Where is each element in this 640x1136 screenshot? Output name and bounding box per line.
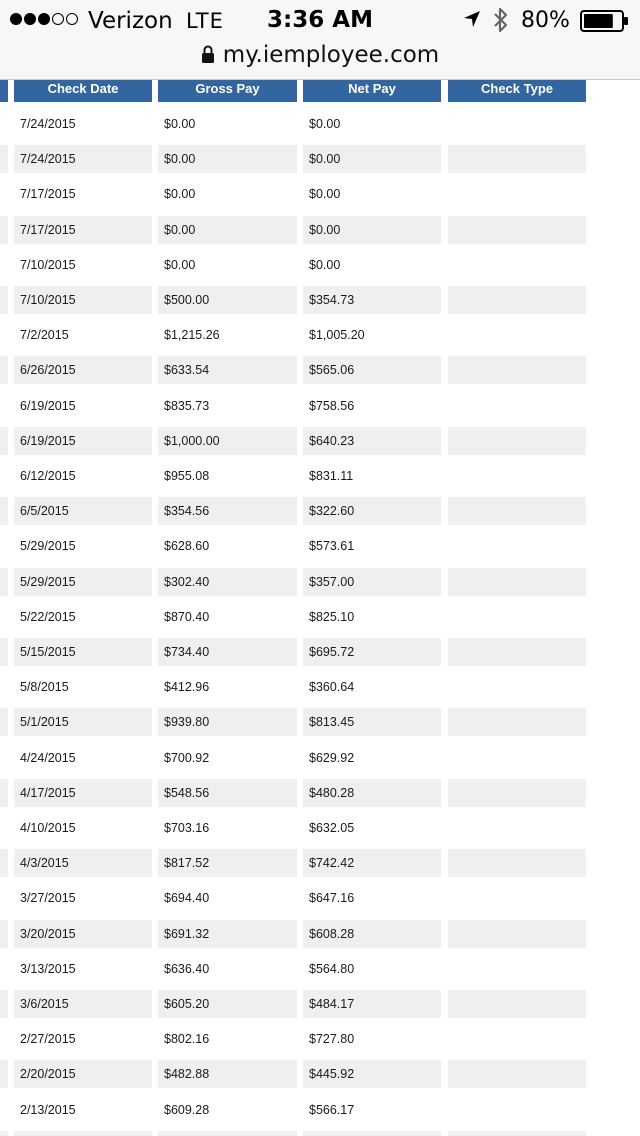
check-type-cell xyxy=(448,1025,586,1053)
hidden-column-cell xyxy=(0,462,8,490)
check-date-cell: 5/22/2015 xyxy=(20,609,76,624)
check-type-cell xyxy=(448,849,586,877)
gross-pay-cell: $0.00 xyxy=(158,216,297,244)
location-arrow-icon xyxy=(462,9,482,29)
gross-pay-cell: $354.56 xyxy=(158,497,297,525)
net-pay-cell: $360.64 xyxy=(309,680,355,695)
check-type-cell xyxy=(448,216,586,244)
hidden-column-cell xyxy=(0,814,8,842)
check-type-cell xyxy=(448,180,586,208)
hidden-column-cell xyxy=(0,1096,8,1124)
gross-pay-cell: $700.92 xyxy=(164,750,210,765)
column-header-check-type[interactable]: Check Type xyxy=(448,80,586,102)
table-row[interactable] xyxy=(0,603,640,631)
table-row[interactable] xyxy=(0,145,640,173)
gross-pay-cell: $694.40 xyxy=(164,891,210,906)
check-type-cell xyxy=(448,955,586,983)
hidden-column-cell xyxy=(0,673,8,701)
net-pay-cell: $608.28 xyxy=(303,920,441,948)
table-row[interactable] xyxy=(0,708,640,736)
check-date-cell: 6/19/2015 xyxy=(14,427,152,455)
gross-pay-cell: $0.00 xyxy=(158,145,297,173)
net-pay-cell: $566.17 xyxy=(309,1102,355,1117)
check-type-cell xyxy=(448,673,586,701)
check-date-cell: 6/5/2015 xyxy=(14,497,152,525)
table-row[interactable] xyxy=(0,286,640,314)
table-row[interactable] xyxy=(0,920,640,948)
hidden-column-cell xyxy=(0,356,8,384)
check-type-cell xyxy=(448,356,586,384)
hidden-column-cell xyxy=(0,1131,8,1136)
hidden-column-cell xyxy=(0,532,8,560)
check-date-cell: 6/26/2015 xyxy=(14,356,152,384)
hidden-column-cell xyxy=(0,920,8,948)
check-date-cell xyxy=(14,1131,152,1136)
net-pay-cell: $758.56 xyxy=(309,398,355,413)
check-date-cell: 2/27/2015 xyxy=(20,1032,76,1047)
net-pay-cell: $354.73 xyxy=(303,286,441,314)
status-time: 3:36 AM xyxy=(267,7,373,33)
table-row[interactable] xyxy=(0,1060,640,1088)
check-type-cell xyxy=(448,1060,586,1088)
check-date-cell: 2/13/2015 xyxy=(20,1102,76,1117)
table-row[interactable] xyxy=(0,216,640,244)
gross-pay-cell: $0.00 xyxy=(164,257,196,272)
gross-pay-cell: $628.60 xyxy=(164,539,210,554)
table-row[interactable] xyxy=(0,462,640,490)
check-date-cell: 5/8/2015 xyxy=(20,680,69,695)
column-header-gross-pay[interactable]: Gross Pay xyxy=(158,80,297,102)
table-row[interactable] xyxy=(0,849,640,877)
check-date-cell: 6/12/2015 xyxy=(20,469,76,483)
net-pay-cell: $632.05 xyxy=(309,821,355,835)
check-type-cell xyxy=(448,920,586,948)
check-date-cell: 7/10/2015 xyxy=(20,257,76,272)
hidden-column-cell xyxy=(0,990,8,1018)
gross-pay-cell: $633.54 xyxy=(158,356,297,384)
hidden-column-cell xyxy=(0,568,8,596)
gross-pay-cell: $482.88 xyxy=(158,1060,297,1088)
table-row[interactable] xyxy=(0,779,640,807)
check-type-cell xyxy=(448,251,586,279)
net-pay-cell: $484.17 xyxy=(303,990,441,1018)
gross-pay-cell: $835.73 xyxy=(164,398,210,413)
net-pay-cell: $727.80 xyxy=(309,1032,355,1047)
check-date-cell: 7/10/2015 xyxy=(14,286,152,314)
net-pay-cell: $480.28 xyxy=(303,779,441,807)
check-date-cell: 4/10/2015 xyxy=(20,821,76,835)
check-type-cell xyxy=(448,497,586,525)
check-type-cell xyxy=(448,990,586,1018)
check-date-cell: 3/27/2015 xyxy=(20,891,76,906)
check-type-cell xyxy=(448,110,586,138)
hidden-column-cell xyxy=(0,849,8,877)
table-row[interactable] xyxy=(0,638,640,666)
net-pay-cell: $0.00 xyxy=(303,145,441,173)
check-date-cell: 7/24/2015 xyxy=(20,117,76,131)
carrier-name: Verizon xyxy=(88,8,173,34)
table-row[interactable] xyxy=(0,990,640,1018)
url-text: my.iemployee.com xyxy=(222,42,440,68)
battery-percent: 80% xyxy=(521,8,570,33)
check-type-cell xyxy=(448,321,586,349)
gross-pay-cell: $302.40 xyxy=(158,568,297,596)
table-row[interactable] xyxy=(0,568,640,596)
gross-pay-cell: $500.00 xyxy=(158,286,297,314)
check-type-cell xyxy=(448,744,586,772)
hidden-column-cell xyxy=(0,180,8,208)
hidden-column-cell xyxy=(0,427,8,455)
check-date-cell: 7/24/2015 xyxy=(14,145,152,173)
check-date-cell: 4/17/2015 xyxy=(14,779,152,807)
net-pay-cell: $445.92 xyxy=(303,1060,441,1088)
url-display[interactable] xyxy=(0,41,640,69)
hidden-column-cell xyxy=(0,251,8,279)
check-date-cell: 5/15/2015 xyxy=(14,638,152,666)
hidden-column-cell xyxy=(0,110,8,138)
column-header-hidden xyxy=(0,80,8,102)
network-type: LTE xyxy=(186,9,224,33)
table-row[interactable] xyxy=(0,955,640,983)
check-type-cell xyxy=(448,638,586,666)
check-type-cell xyxy=(448,779,586,807)
check-date-cell: 4/24/2015 xyxy=(20,750,76,765)
net-pay-cell xyxy=(303,1131,441,1136)
net-pay-cell: $357.00 xyxy=(303,568,441,596)
hidden-column-cell xyxy=(0,884,8,912)
table-row[interactable] xyxy=(0,1096,640,1124)
check-date-cell: 5/29/2015 xyxy=(14,568,152,596)
net-pay-cell: $565.06 xyxy=(303,356,441,384)
table-row[interactable] xyxy=(0,427,640,455)
hidden-column-cell xyxy=(0,392,8,420)
check-date-cell: 6/19/2015 xyxy=(20,398,76,413)
hidden-column-cell xyxy=(0,145,8,173)
status-bar xyxy=(0,0,640,40)
check-date-cell: 7/2/2015 xyxy=(20,328,69,343)
check-date-cell: 2/20/2015 xyxy=(14,1060,152,1088)
gross-pay-cell: $609.28 xyxy=(164,1102,210,1117)
hidden-column-cell xyxy=(0,779,8,807)
net-pay-cell: $695.72 xyxy=(303,638,441,666)
table-row[interactable] xyxy=(0,1131,640,1136)
table-row[interactable] xyxy=(0,180,640,208)
gross-pay-cell: $955.08 xyxy=(164,469,210,483)
check-type-cell xyxy=(448,427,586,455)
check-date-cell: 7/17/2015 xyxy=(14,216,152,244)
check-type-cell xyxy=(448,708,586,736)
table-row[interactable] xyxy=(0,814,640,842)
hidden-column-cell xyxy=(0,216,8,244)
gross-pay-cell: $548.56 xyxy=(158,779,297,807)
check-type-cell xyxy=(448,568,586,596)
bluetooth-icon xyxy=(492,6,510,34)
column-header-net-pay[interactable]: Net Pay xyxy=(303,80,441,102)
gross-pay-cell: $1,000.00 xyxy=(158,427,297,455)
gross-pay-cell: $412.96 xyxy=(164,680,210,695)
check-date-cell: 3/6/2015 xyxy=(14,990,152,1018)
column-header-check-date[interactable]: Check Date xyxy=(14,80,152,102)
table-row[interactable] xyxy=(0,884,640,912)
check-type-cell xyxy=(448,884,586,912)
net-pay-cell: $647.16 xyxy=(309,891,355,906)
check-type-cell xyxy=(448,462,586,490)
paycheck-table[interactable] xyxy=(0,80,640,1136)
lock-icon xyxy=(201,44,215,64)
hidden-column-cell xyxy=(0,286,8,314)
check-type-cell xyxy=(448,392,586,420)
check-type-cell xyxy=(448,145,586,173)
hidden-column-cell xyxy=(0,1060,8,1088)
gross-pay-cell: $734.40 xyxy=(158,638,297,666)
hidden-column-cell xyxy=(0,744,8,772)
check-date-cell: 5/1/2015 xyxy=(14,708,152,736)
check-type-cell xyxy=(448,814,586,842)
net-pay-cell: $573.61 xyxy=(309,539,355,554)
table-row[interactable] xyxy=(0,392,640,420)
net-pay-cell: $322.60 xyxy=(303,497,441,525)
net-pay-cell: $0.00 xyxy=(303,216,441,244)
net-pay-cell: $0.00 xyxy=(309,117,341,131)
gross-pay-cell: $636.40 xyxy=(164,961,210,976)
table-row[interactable] xyxy=(0,110,640,138)
net-pay-cell: $564.80 xyxy=(309,961,355,976)
hidden-column-cell xyxy=(0,955,8,983)
gross-pay-cell: $0.00 xyxy=(164,187,196,202)
gross-pay-cell: $605.20 xyxy=(158,990,297,1018)
gross-pay-cell: $691.32 xyxy=(158,920,297,948)
gross-pay-cell: $1,215.26 xyxy=(164,328,220,343)
net-pay-cell: $640.23 xyxy=(303,427,441,455)
hidden-column-cell xyxy=(0,497,8,525)
table-row[interactable] xyxy=(0,321,640,349)
address-bar[interactable] xyxy=(0,40,640,80)
check-type-cell xyxy=(448,1096,586,1124)
net-pay-cell: $629.92 xyxy=(309,750,355,765)
gross-pay-cell xyxy=(158,1131,297,1136)
net-pay-cell: $742.42 xyxy=(303,849,441,877)
gross-pay-cell: $0.00 xyxy=(164,117,196,131)
check-type-cell xyxy=(448,1131,586,1136)
net-pay-cell: $831.11 xyxy=(309,469,354,483)
table-row[interactable] xyxy=(0,744,640,772)
hidden-column-cell xyxy=(0,638,8,666)
battery-icon xyxy=(580,10,630,32)
check-date-cell: 3/20/2015 xyxy=(14,920,152,948)
gross-pay-cell: $870.40 xyxy=(164,609,210,624)
table-row[interactable] xyxy=(0,497,640,525)
table-row[interactable] xyxy=(0,356,640,384)
check-type-cell xyxy=(448,532,586,560)
gross-pay-cell: $939.80 xyxy=(158,708,297,736)
gross-pay-cell: $802.16 xyxy=(164,1032,210,1047)
hidden-column-cell xyxy=(0,603,8,631)
net-pay-cell: $0.00 xyxy=(309,257,341,272)
check-date-cell: 7/17/2015 xyxy=(20,187,76,202)
table-row[interactable] xyxy=(0,673,640,701)
check-date-cell: 3/13/2015 xyxy=(20,961,76,976)
net-pay-cell: $1,005.20 xyxy=(309,328,365,343)
net-pay-cell: $0.00 xyxy=(309,187,341,202)
hidden-column-cell xyxy=(0,321,8,349)
check-date-cell: 5/29/2015 xyxy=(20,539,76,554)
check-type-cell xyxy=(448,603,586,631)
gross-pay-cell: $817.52 xyxy=(158,849,297,877)
net-pay-cell: $813.45 xyxy=(303,708,441,736)
net-pay-cell: $825.10 xyxy=(309,609,355,624)
check-date-cell: 4/3/2015 xyxy=(14,849,152,877)
check-type-cell xyxy=(448,286,586,314)
table-row[interactable] xyxy=(0,251,640,279)
hidden-column-cell xyxy=(0,1025,8,1053)
gross-pay-cell: $703.16 xyxy=(164,821,210,835)
table-row[interactable] xyxy=(0,1025,640,1053)
hidden-column-cell xyxy=(0,708,8,736)
table-row[interactable] xyxy=(0,532,640,560)
